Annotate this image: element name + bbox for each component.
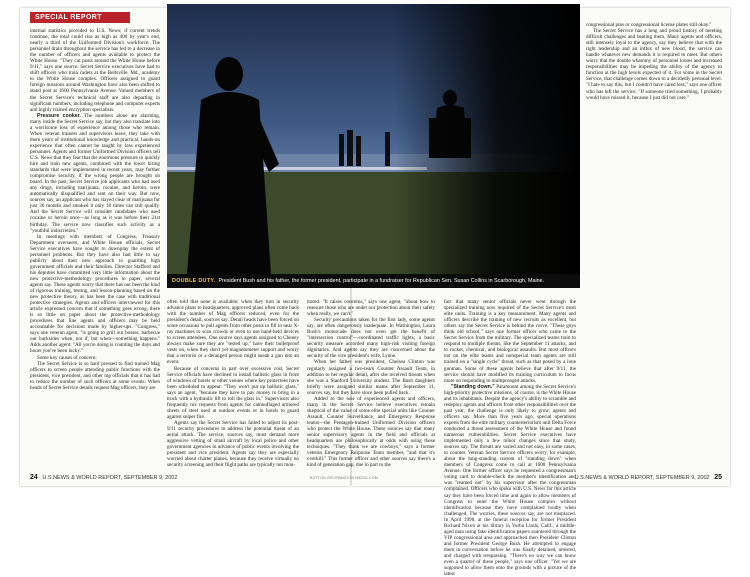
paragraph: Agents say the Secret Service has failed to adjust its post-9/11 security procedures to address the potential threat of an aerial attack. The service, sources say, must demand more aggressive vetting of small aircraft by local police and other government agencies in advance of public events involving the president and vice president. Agents say they are especially worried about charter planes, because they receive virtually no security screening and their flight paths are typically not mon- xyxy=(167,419,299,469)
page-number-left: 24 xyxy=(30,474,38,481)
shadow-overlay xyxy=(167,4,580,274)
paragraph: In meetings with members of Congress, Treasury Department overseers, and White House officials, Secret Service executives have sought to downplay the extent of personnel problems. But they have also had little to say publicly about their new approach to guarding high government officials and their families. Director Stafford and his deputies have committed very little information about the new protective-methodology procedures to paper, several agents say. These agents worry that there has not been the kind of rigorous training, testing, and lesson-planning based on the new protective theory, as has been the case with traditional protective strategies. Agents and officers interviewed for this article expressed concern that if something goes wrong, there is so little on paper about the protective-methodology procedures that line agents and officers may be held accountable for decisions made by higher-ups. "Congress," says one veteran agent, "is going to grill our bosses, barbecue our backsides when, not if, but when—something happens." Adds another agent: "All you're doing is counting the days and hours you've been lucky." xyxy=(30,233,160,355)
paragraph-with-runin xyxy=(444,384,576,577)
paragraph: congressional pins or congressional license plates still okay." xyxy=(586,22,712,28)
paragraph: Because of concerns in part over excessive cost, Secret Service officials have declined to install ballistic glass in front of windows of hotels or other venues where key protectees have been scheduled to appear. "They won't put up ballistic glass," says an agent, "because they have to pay money to bring in a truck with a hydraulic lift to roll the glass in." Supervisors also frequently nix requests from agents for camouflaged armored sheets of steel used at outdoor events or in hotels to guard against sniper fire. xyxy=(167,365,299,420)
article-column-4 xyxy=(444,299,576,577)
paragraph: The Secret Service is so hard pressed to find trained Mag officers to screen people attending public functions with the president, vice president, and other top officials that it has had to reduce the number of such officers at some events. When heads of Secret Service details request Mag officers, they are xyxy=(30,360,160,391)
runin-heading: Pressure cooker. xyxy=(37,112,81,119)
footer-right xyxy=(575,474,722,481)
caption-text: President Bush and his father, the former president, participate in a fundraiser for Republican Sen. Susan Collins in Scarborough, Maine. xyxy=(218,278,545,284)
article-column-5 xyxy=(586,22,722,470)
paragraph: internal statistics provided to U.S. News; if current trends continue, the total could rise as high as 400 by year's end, nearly a third of the Uniformed Division's workforce. The personnel drain throughout the service has led to a decrease in the number of officers and agents available to protect the White House. "They cut posts around the White House before 9/11," says one source. Secret Service executives have had to shift officers who train cadets at the Beltsville, Md., academy to the White House complex. Officers assigned to guard foreign missions around Washington have also been shifted to stand post at 1600 Pennsylvania Avenue. Valued members of the Secret Service's technical staff are also departing in significant numbers, including telephone and computer experts and highly trained encryption specialists. xyxy=(30,28,160,113)
publication-line-left: U.S.NEWS & WORLD REPORT, SEPTEMBER 9, 2002 xyxy=(42,475,178,481)
paragraph: Some key causes of concern: xyxy=(37,354,97,361)
paragraph: Added to the loss of experienced agents and officers, many in the Secret Service believe executives remain skeptical of the value of some elite special units like Counter Assault, Counter Surveillance, and Emergency Response teams—the Pentagon-trained Uniformed Division officers who protect the White House. These sources say that many senior supervisory agents in the field and officials at headquarters are philosophically at odds with using these techniques. "They think we are cowboys," says a former veteran Emergency Response Team member, "and that it's overkill." This former officer and other sources say there's a kind of generation gap, due in part to the xyxy=(307,395,435,469)
caption-kicker: DOUBLE DUTY. xyxy=(172,278,216,284)
paragraph: The Secret Service has a long and proud history of meeting difficult challenges and beating them. Many agents and officers, still intensely loyal to the agency, say they believe that with the right leadership and an influx of new blood, the service can handle whatever new demands it is required to meet. But others worry that the double whammy of personnel losses and increased responsibilities may be impeding the ability of the agency to function at the high levels expected of it. For some in the Secret Service, that challenge comes down to a decidedly personal level. "I hate to say this, but I couldn't have cared less," says one officer who has left the service. "If someone tried something, I probably would have missed it, because I just did not care." xyxy=(586,28,722,101)
page-number-right: 25 xyxy=(714,474,722,481)
paragraph: When her father was president, Chelsea Clinton was regularly assigned a two-team Counter Assault Team, in addition to her regular detail, after she received threats when she was a Stanford University student. The Bush daughters briefly were assigned similar teams after September 11, sources say, but they have since been pulled back. xyxy=(307,359,435,396)
article-column-3 xyxy=(307,299,435,470)
photo-caption xyxy=(167,274,580,288)
paragraph-text: The numbers alone are alarming, many inside the Secret Service say, but they also translate into a worrisome loss of experience among those who remain. When veteran trainers and supervisors leave, they take with them years of institutional knowledge and practical, hands-on experience that often cannot be taught by less experienced personnel. Agents and former Uniformed Division officers tell U.S. News that they fear that the enormous pressure to quickly hire and train new agents, combined with the lower hiring standards that were implemented in recent years, may further compromise security, if the wrong people are brought on board. In the past, Secret Service job applicants who had used any drugs, including marijuana, cocaine, and heroin, were automatically disqualified and sent on their way. But now, sources say, an applicant who has stayed clear of marijuana for just 36 months and smoked it only 10 times can still qualify. And the Secret Service will consider candidates who used cocaine or heroin once—as long as it was before their 21st birthday. The service now classifies such activity as a "youthful indiscretion." xyxy=(30,112,160,234)
runin-heading: "Standing down." xyxy=(451,383,495,390)
paragraph: often told that none is available; when they turn in security advance plans to headquarters, approved plans often come back with the number of Mag officers reduced, even for the president's detail, sources say. Detail heads have been forced on some occasions to pull agents from other posts to fill in near X-ray machines to scan crowds or even to use hand-held devices to screen attendees. One source says agents assigned to Cheney always make sure they are "tested up," have their bulletproof vests on, when they don't yet magnetometer support and worry that a terrorist or a deranged person might sneak a gun into an event. xyxy=(167,299,299,366)
paragraph-with-runin xyxy=(30,113,160,234)
article-column-2 xyxy=(167,299,299,470)
footer-left xyxy=(30,474,177,481)
paragraph: Security precautions taken for the first lady, some agents say, are often dangerously inadequate. In Washington, Laura Bush's motorcade does not even get the benefit of "intersection control"—coordinated traffic lights, a basic security measure accorded many high-risk visiting foreign dignitaries. And agents say they are concerned about the security of the vice president's wife, Lynne. xyxy=(307,317,435,360)
publication-line-right: U.S.NEWS & WORLD REPORT, SEPTEMBER 9, 2002 xyxy=(574,475,710,481)
article-column-1 xyxy=(30,28,160,470)
section-tag: SPECIAL REPORT xyxy=(30,12,130,23)
footer-center: BUTTON INFORMATION MEDIA.COM xyxy=(310,476,378,480)
paragraph: fact that many senior officials never went through the specialized training now required of the Secret Service's most elite units. Training is a key measurement. Many agents and officers describe the training of new recruits as excellent, but others say the Secret Service is behind the curve. "These guys think old school," says one former officer who came to the Secret Service from the military. The specialized teams train to respond to multiple threats, like the September 11 attacks, and to rocket, chemical, and biological assaults. But most officers not on the elite teams and nonspecial team agents are still trained on a "single cycle" threat, such as that posed by a lone gunman. Some of these agents believe that after 9/11, the service should have modified its training curriculum to focus more on responding to multipronged attacks. xyxy=(444,299,576,384)
photo-illustration xyxy=(167,4,580,274)
feature-photo xyxy=(167,4,580,274)
paragraph-text: Paramount among the Secret Service's high-priority protective missions, of course, is the White House and its inhabitants. Despite the agency's ability to scramble and redeploy agents and officers from other responsibilities over the past year, the challenge is only likely to grow, agents and officers say. More than five years ago, special operations experts from the elite military counterterrorism unit Delta Force conducted a threat assessment of the White House and found numerous vulnerabilities. Secret Service executives have implemented only a few minor changes since that study, sources say. The threats are varied and not easy, in some cases, to counter. Veteran Secret Service officers worry, for example, about the long-standing custom of "standing down" when members of Congress come to call at 1600 Pennsylvania Avenue. One former officer says he requested a congressman's voting card to double-check the member's identification and was "reamed out" by his supervisor after the congressman complained. Officers who spoke with U.S. News for this article say they have been forced time and again to allow members of Congress to enter the White House complex without identification because they have complained loudly when challenged. The worries, these sources say, are not misplaced. In April 1998, at the funeral reception for former President Richard Nixon at his library in Yorba Linda, Calif., a middle-aged man using fake identification papers sauntered through the VIP congressional area and approached then President Clinton and former President George Bush. He attempted to engage them in conversation before he was finally detained, arrested, and charged with trespassing. "There's no way we can know even a quarter of these people," says one officer. "Yet we are supposed to allow them onto the grounds with a picture of the latest xyxy=(444,383,576,577)
paragraph: itored. "It raises concerns," says one agent, "about how to reassure those who are under our protection about their safety when really, we can't." xyxy=(307,299,435,318)
